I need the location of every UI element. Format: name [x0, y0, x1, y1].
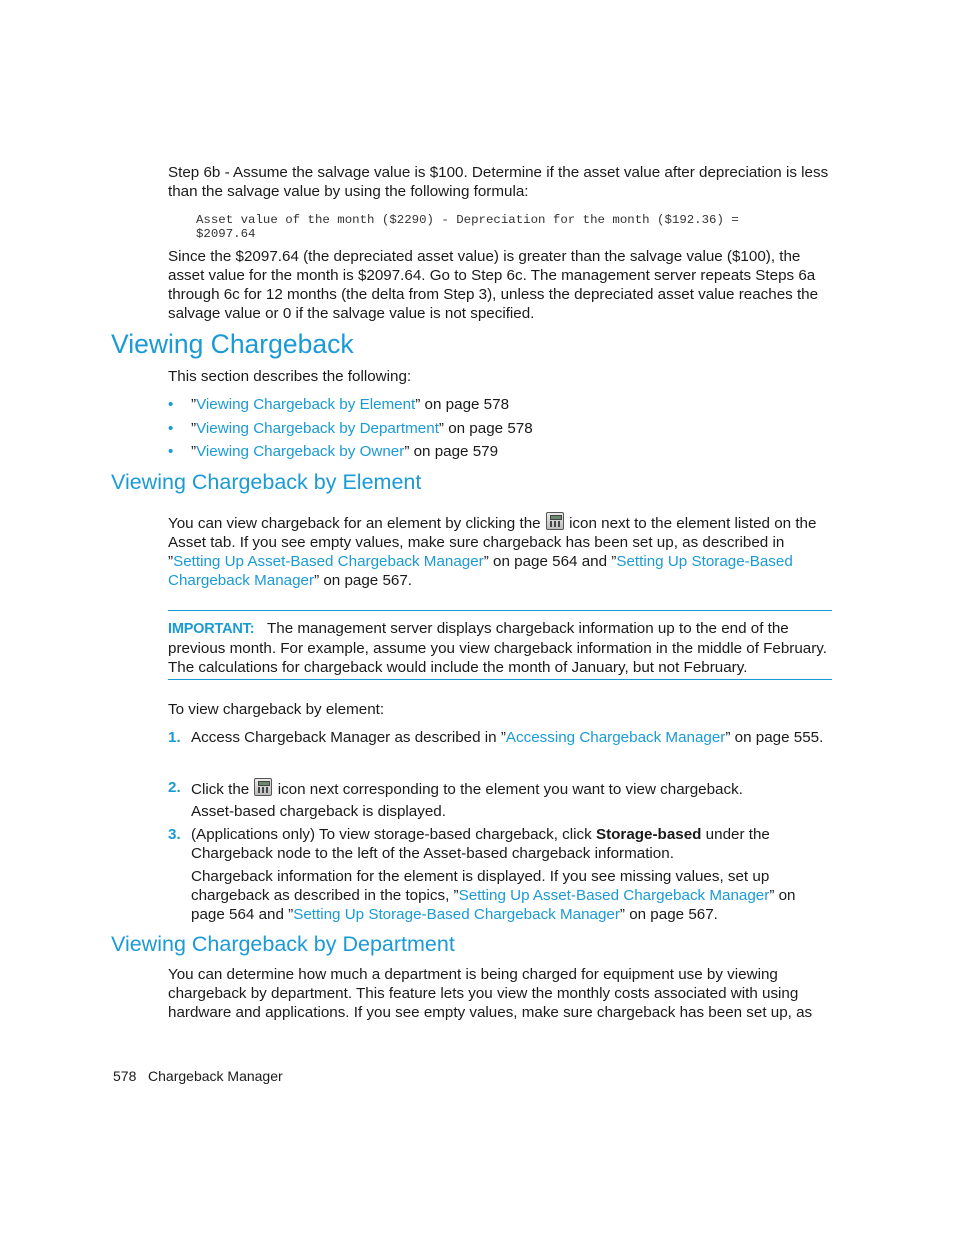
bullet-item-element	[191, 395, 831, 414]
text-run: ” on page 564 and ”	[483, 553, 617, 570]
heading-viewing-by-department: Viewing Chargeback by Department	[111, 932, 455, 956]
text-run: icon next to the element listed on the Asset tab. If you see empty values, make sure chargeback has been set up, as described in ”	[168, 515, 817, 570]
step-6b-paragraph: Step 6b - Assume the salvage value is $100. Determine if the asset value after depreciation is less than the salvage value by using the following formula:	[168, 164, 829, 200]
step-3-result	[191, 867, 831, 924]
heading-viewing-by-element: Viewing Chargeback by Element	[111, 470, 422, 494]
link-setting-up-storage-based[interactable]: Setting Up Storage-Based Chargeback Manager	[293, 906, 620, 923]
bullet-marker: •	[168, 420, 174, 437]
step-2-result: Asset-based chargeback is displayed.	[191, 803, 446, 820]
text-run: You can view chargeback for an element by clicking the	[168, 515, 541, 532]
text-run: Click the	[191, 781, 250, 798]
bullet-item-department	[191, 419, 831, 438]
chapter-name: Chargeback Manager	[148, 1068, 283, 1084]
link-accessing-chargeback-manager[interactable]: Accessing Chargeback Manager	[505, 729, 726, 746]
text-run: ” on page 567.	[314, 572, 413, 589]
link-setting-up-storage-based[interactable]: Setting Up Storage-Based Chargeback Manager	[168, 553, 793, 589]
chargeback-calculator-icon	[254, 778, 272, 796]
bullet-item-owner	[191, 442, 831, 461]
text-run: ” on page 564 and ”	[191, 887, 796, 923]
step-1-text	[191, 728, 831, 747]
text-run: icon next corresponding to the element you want to view chargeback.	[277, 781, 743, 798]
link-setting-up-asset-based[interactable]: Setting Up Asset-Based Chargeback Manager	[173, 553, 484, 570]
important-note	[168, 619, 830, 677]
bullet-marker: •	[168, 443, 174, 460]
step-2-text	[191, 778, 831, 799]
text-run: ” on page 567.	[619, 906, 718, 923]
quote-open: ”	[191, 396, 197, 413]
important-label: IMPORTANT:	[168, 621, 255, 637]
page-ref: ” on page 579	[404, 443, 499, 460]
to-view-lead: To view chargeback by element:	[168, 701, 385, 718]
step-number: 3.	[168, 826, 181, 843]
formula-line-2: $2097.64	[196, 227, 256, 241]
link-viewing-by-department[interactable]: Viewing Chargeback by Department	[196, 420, 439, 437]
page-number: 578	[113, 1068, 137, 1084]
link-viewing-by-element[interactable]: Viewing Chargeback by Element	[196, 396, 416, 413]
text-run: under the Chargeback node to the left of the Asset-based chargeback information.	[191, 826, 770, 862]
important-text: The management server displays chargeback information up to the end of the previous month. For example, assume you view chargeback information in the middle of February. The calculations for chargeback would include the month of January, but not February.	[168, 620, 827, 676]
department-intro-paragraph: You can determine how much a department is being charged for equipment use by viewing chargeback by department. This feature lets you view the monthly costs associated with using hardware and applications. If you see empty values, make sure chargeback has been set up, as	[168, 966, 813, 1021]
step-3-text	[191, 825, 831, 863]
bullet-marker: •	[168, 396, 174, 413]
page-ref: ” on page 578	[415, 396, 510, 413]
chargeback-calculator-icon	[546, 512, 564, 530]
link-viewing-by-owner[interactable]: Viewing Chargeback by Owner	[196, 443, 405, 460]
text-run: Chargeback information for the element is displayed. If you see missing values, set up chargeback as described in the topics, ”	[191, 868, 770, 904]
storage-based-term: Storage-based	[595, 826, 702, 843]
page-ref: ” on page 578	[438, 420, 533, 437]
important-rule-top	[168, 610, 832, 611]
formula-line-1: Asset value of the month ($2290) - Depreciation for the month ($192.36) =	[196, 213, 739, 227]
heading-viewing-chargeback: Viewing Chargeback	[111, 329, 354, 359]
page-footer	[113, 1067, 283, 1086]
since-paragraph: Since the $2097.64 (the depreciated asset value) is greater than the salvage value ($100), the asset value for the month is $2097.64. Go to Step 6c. The management server repeats Steps 6a through 6c for 12 months (the delta from Step 3), unless the depreciated asset value reaches the salvage value or 0 if the salvage value is not specified.	[168, 248, 819, 322]
step-number: 1.	[168, 729, 181, 746]
quote-open: ”	[191, 420, 197, 437]
step-number: 2.	[168, 779, 181, 796]
important-rule-bottom	[168, 679, 832, 680]
element-intro-paragraph	[168, 512, 830, 590]
quote-open: ”	[191, 443, 197, 460]
text-run: Access Chargeback Manager as described in ”	[191, 729, 506, 746]
text-run: ” on page 555.	[725, 729, 824, 746]
section-lead: This section describes the following:	[168, 368, 412, 385]
text-run: (Applications only) To view storage-based chargeback, click	[191, 826, 592, 843]
link-setting-up-asset-based[interactable]: Setting Up Asset-Based Chargeback Manager	[458, 887, 770, 904]
